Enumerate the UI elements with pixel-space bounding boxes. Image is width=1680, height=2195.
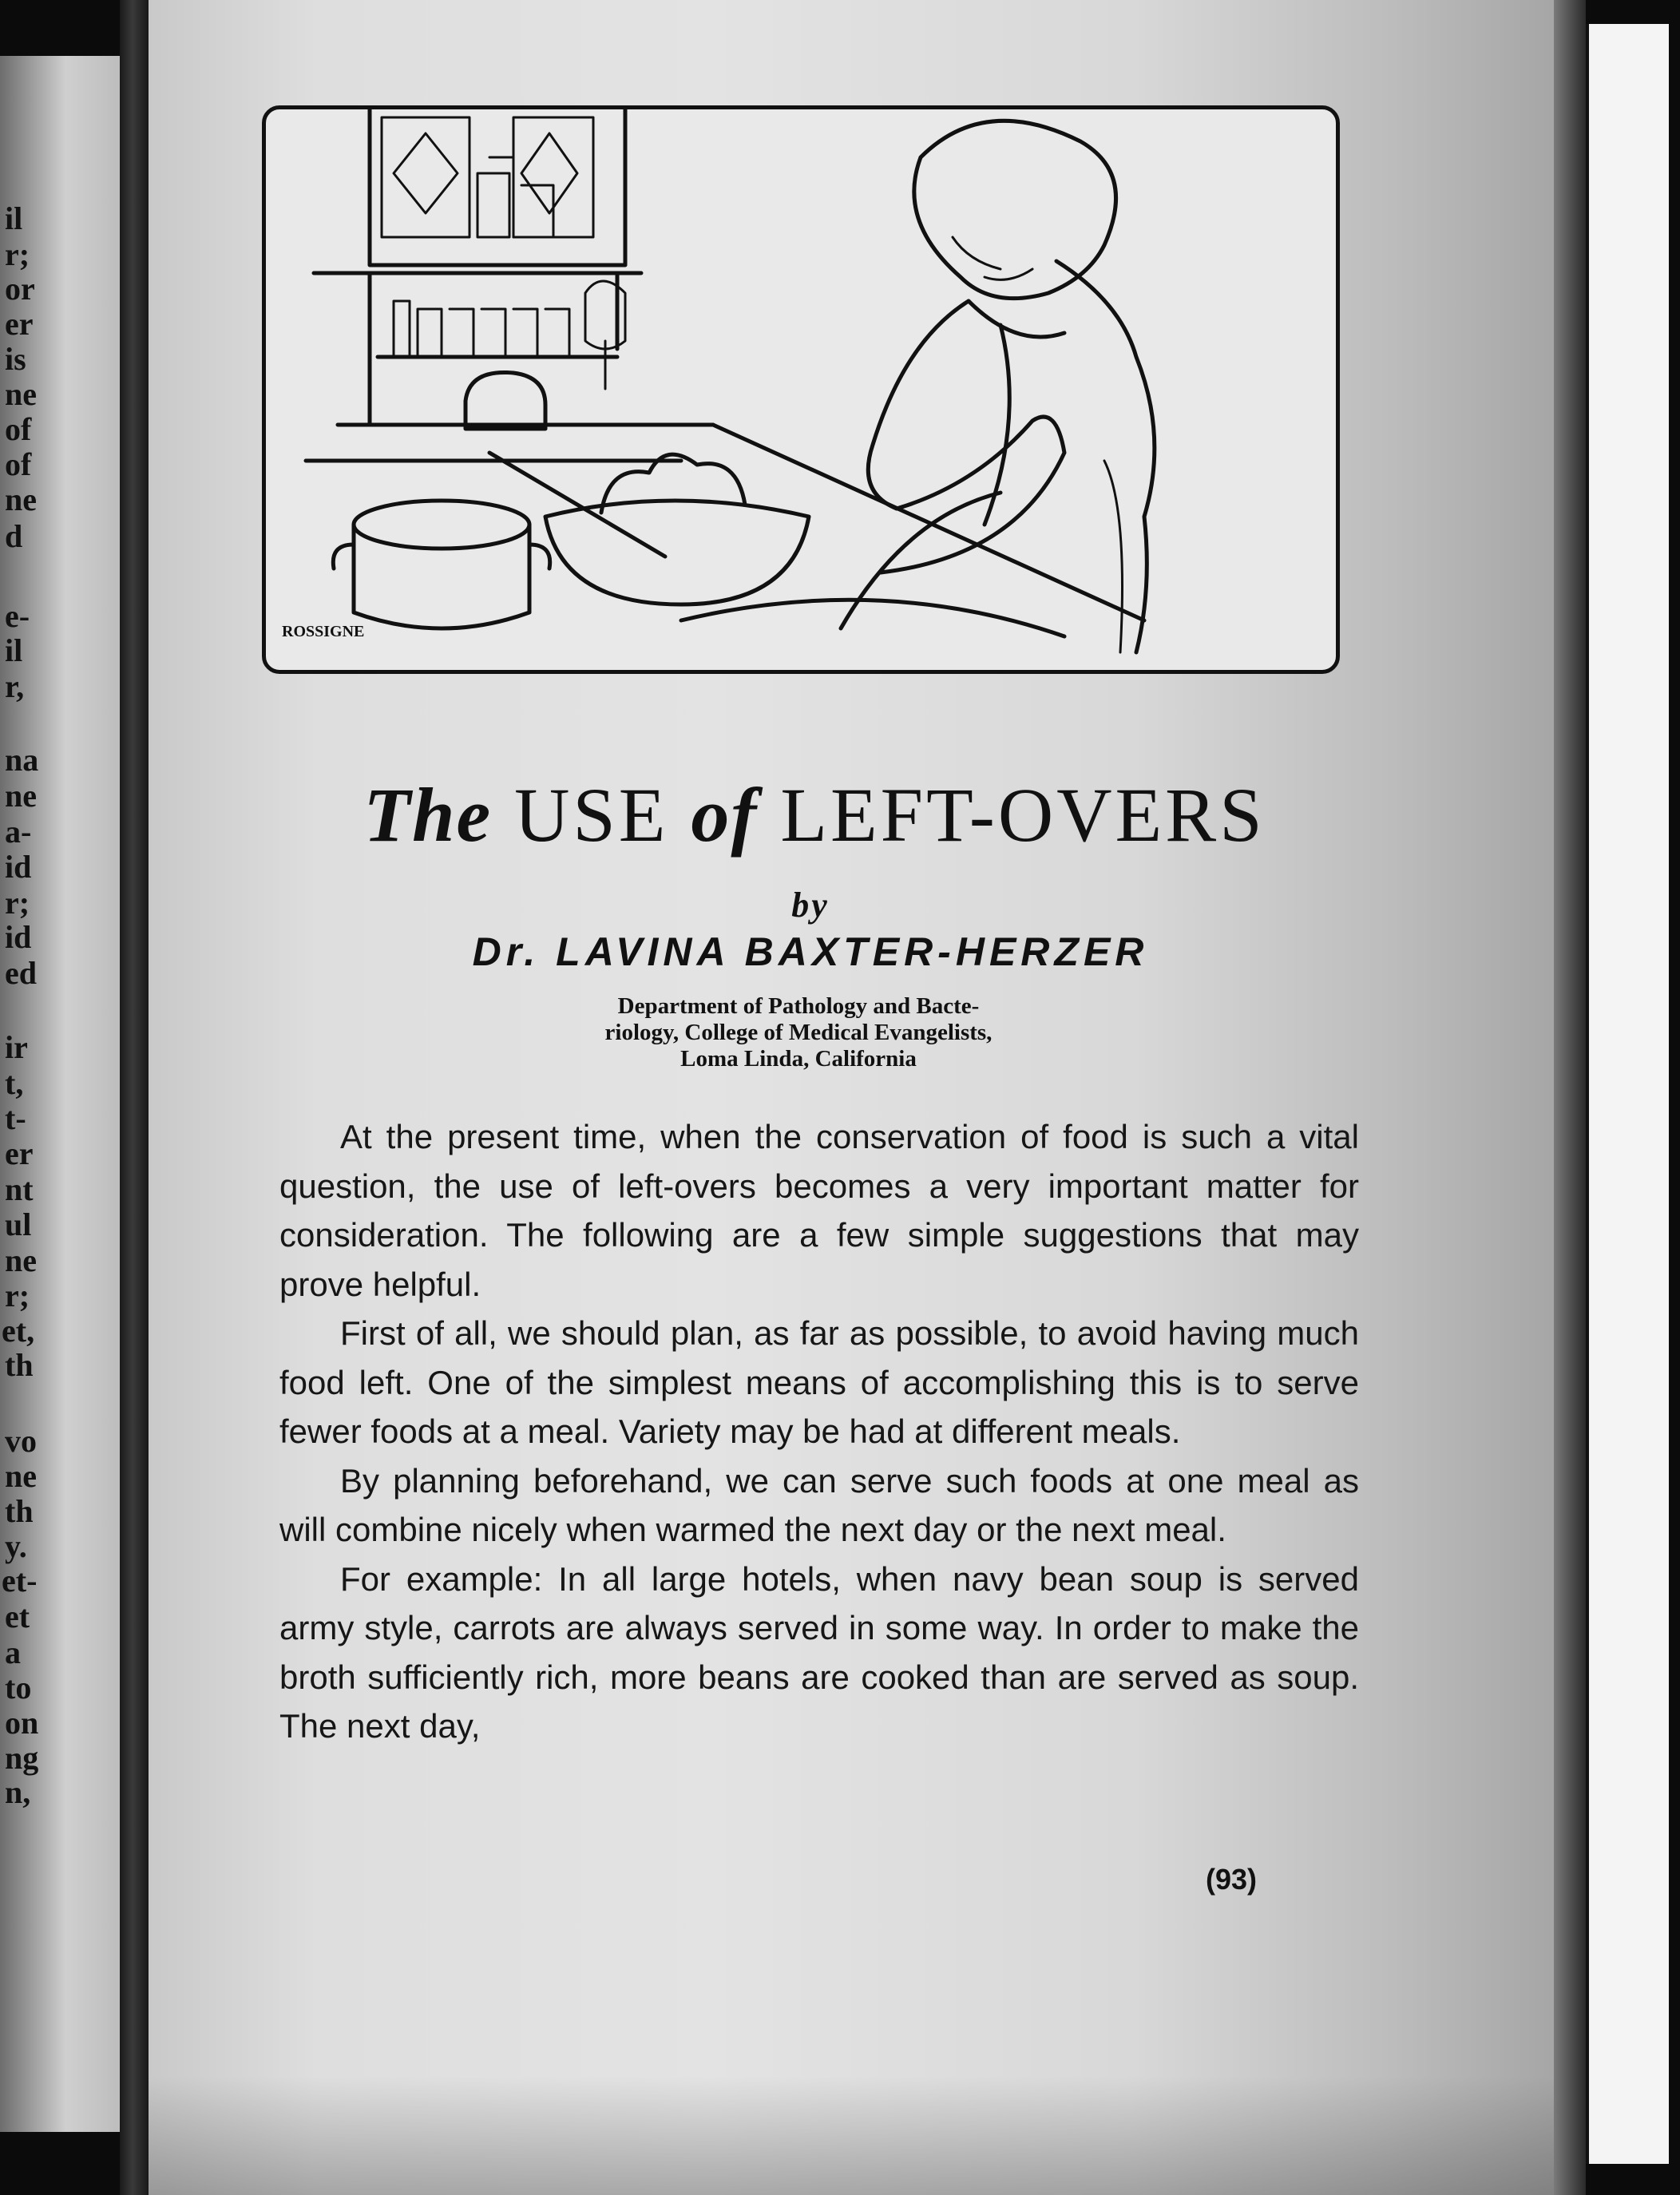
left-page-fragment: vo	[5, 1423, 37, 1459]
left-page-fragment: y.	[5, 1528, 27, 1564]
title-word-the: The	[363, 772, 493, 858]
left-page-fragment: r;	[5, 885, 30, 921]
affiliation-line: riology, College of Medical Evangelists,	[604, 1020, 993, 1045]
artist-signature: ROSSIGNE	[282, 623, 365, 640]
paragraph: First of all, we should plan, as far as possible, to avoid having much food left. One of the simplest means of accomplishing this is to serve fewer foods at a meal. Variety may be had at different meals.	[279, 1314, 1359, 1450]
page-title	[263, 771, 1365, 859]
article-body	[279, 1112, 1359, 1751]
left-page-fragment: ne	[5, 778, 37, 814]
left-page-fragment: ul	[5, 1206, 32, 1242]
left-page-fragment: is	[5, 341, 26, 377]
upper-cabinet	[370, 109, 625, 265]
left-page-fragment: a-	[5, 814, 32, 850]
cabinet-window-left	[382, 117, 470, 237]
left-page-fragment: t,	[5, 1065, 24, 1101]
author-name: Dr. LAVINA BAXTER-HERZER	[472, 929, 1149, 974]
left-page-fragment: nt	[5, 1171, 34, 1207]
left-page-fragment: et,	[2, 1313, 35, 1349]
left-page-fragment: r;	[5, 236, 30, 272]
left-page-fragment: er	[5, 1135, 34, 1171]
left-page-fragment: ng	[5, 1740, 39, 1776]
left-page-fragment: ir	[5, 1029, 28, 1065]
byline: by	[791, 886, 830, 925]
page-edge-shadow	[1554, 0, 1586, 2195]
paragraph: By planning beforehand, we can serve such foods at one meal as will combine nicely when warmed the next day or the next meal.	[279, 1461, 1359, 1548]
left-page-fragment: ne	[5, 376, 37, 412]
left-page-fragment: na	[5, 742, 39, 778]
left-page-fragment: of	[5, 446, 32, 482]
paragraph: For example: In all large hotels, when navy bean soup is served army style, carrots are always served in some way. In order to make the broth sufficiently rich, more beans are cooked than are served as soup. The next day,	[279, 1559, 1359, 1745]
left-page-fragment: to	[5, 1670, 32, 1706]
page-number: (93)	[1206, 1863, 1258, 1896]
title-word-use: USE	[514, 772, 669, 858]
left-page-fragment: id	[5, 849, 32, 885]
kitchen-illustration	[262, 105, 1340, 674]
affiliation-line: Loma Linda, California	[680, 1046, 917, 1072]
left-page-fragment: id	[5, 919, 32, 955]
left-facing-page	[0, 56, 120, 2132]
left-page-fragment: r;	[5, 1278, 30, 1313]
left-page-fragment: t-	[5, 1100, 26, 1136]
left-page-fragment: of	[5, 411, 32, 447]
woman-cooking-drawing	[266, 109, 1328, 662]
left-page-fragment: e-	[5, 598, 30, 634]
left-page-fragment: et	[5, 1599, 30, 1634]
title-word-leftovers: LEFT-OVERS	[780, 772, 1266, 858]
page-bottom-shade	[149, 2076, 1554, 2195]
left-page-fragment: ne	[5, 481, 37, 517]
left-page-fragment: n,	[5, 1774, 31, 1810]
left-page-fragment: th	[5, 1347, 34, 1383]
left-page-fragment: d	[5, 518, 23, 554]
author-affiliation	[503, 993, 1094, 1072]
left-page-fragment: et-	[2, 1563, 38, 1599]
left-page-fragment: a	[5, 1634, 21, 1670]
left-page-fragment: r,	[5, 668, 25, 704]
title-word-of: of	[691, 772, 759, 858]
right-margin-strip	[1586, 24, 1669, 2164]
left-page-fragment: on	[5, 1705, 39, 1741]
left-page-fragment: il	[5, 200, 23, 236]
left-page-fragment: ne	[5, 1458, 37, 1494]
left-page-fragment: th	[5, 1493, 34, 1529]
left-page-fragment: ed	[5, 955, 37, 991]
book-gutter	[120, 0, 152, 2195]
affiliation-line: Department of Pathology and Bacte-	[617, 993, 980, 1019]
left-page-fragment: ne	[5, 1242, 37, 1278]
left-page-fragment: er	[5, 306, 34, 342]
left-page-fragment: il	[5, 632, 23, 668]
left-page-fragment: or	[5, 271, 35, 307]
paragraph: At the present time, when the conservation of food is such a vital question, the use of left-overs becomes a very important matter for consideration. The following are a few simple suggestions that may prove helpful.	[279, 1118, 1359, 1303]
